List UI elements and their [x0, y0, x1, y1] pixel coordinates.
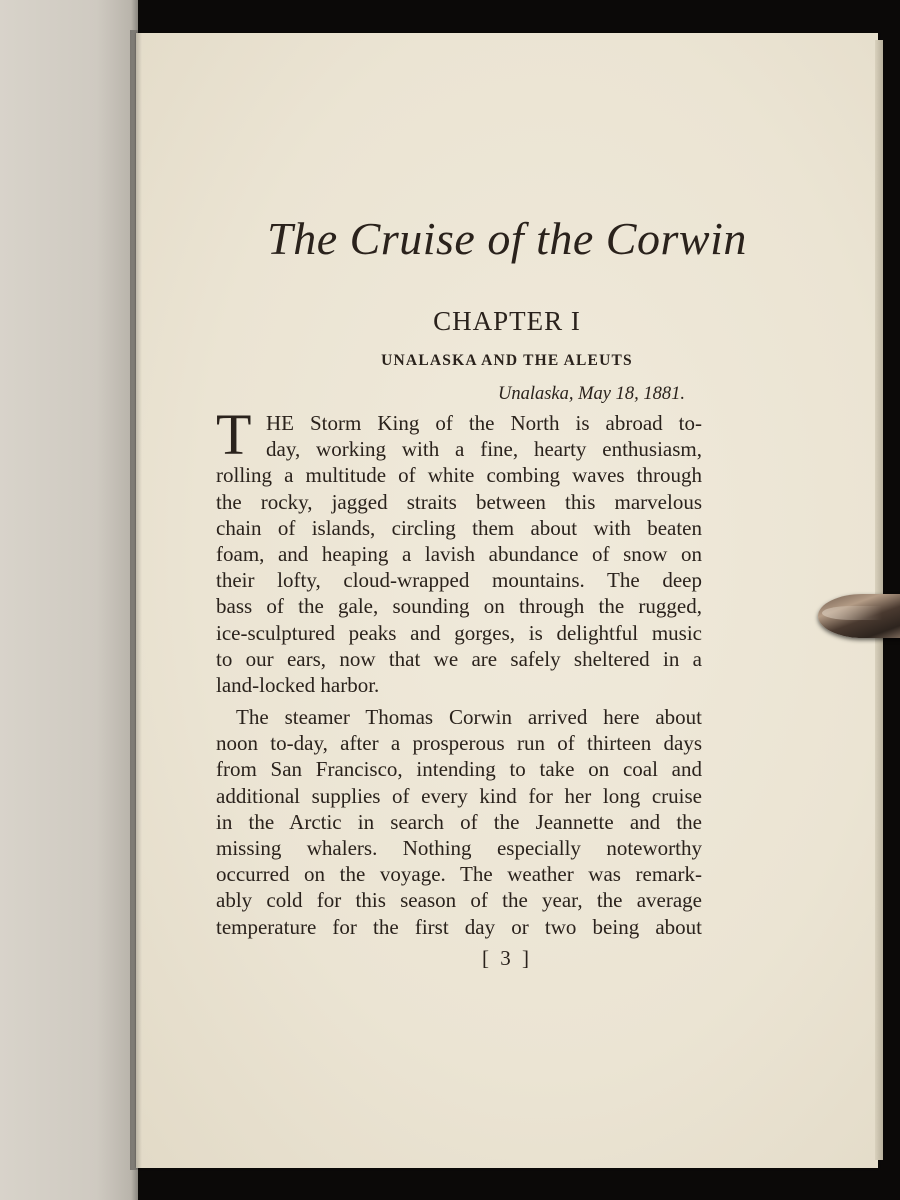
bookmark-highlight: [822, 606, 882, 620]
chapter-heading: CHAPTER I: [433, 306, 581, 336]
text-line: the rocky, jagged straits between this marvelous: [216, 489, 702, 514]
text-line: missing whalers. Nothing especially noteworthy: [216, 835, 702, 860]
text-line: in the Arctic in search of the Jeannette and the: [216, 809, 702, 834]
dateline: Unalaska, May 18, 1881.: [497, 384, 685, 404]
text-line: day, working with a fine, hearty enthusiasm,: [266, 437, 702, 462]
drop-cap: T: [216, 402, 252, 467]
chapter-subtitle: UNALASKA AND THE ALEUTS: [381, 352, 633, 369]
facing-page: [0, 0, 138, 1200]
text-line: HE Storm King of the North is abroad to-: [266, 411, 702, 435]
text-line: The steamer Thomas Corwin arrived here about: [236, 705, 702, 729]
gutter-shadow: [130, 30, 142, 1170]
text-line: their lofty, cloud-wrapped mountains. The deep: [216, 568, 702, 593]
text-line: bass of the gale, sounding on through the rugged,: [216, 594, 702, 619]
text-line: from San Francisco, intending to take on coal and: [216, 757, 702, 782]
text-line: additional supplies of every kind for her long cruise: [216, 783, 702, 808]
book-title: The Cruise of the Corwin: [267, 213, 747, 264]
text-line: occurred on the voyage. The weather was remark-: [216, 862, 702, 887]
text-line: ice-sculptured peaks and gorges, is delightful music: [216, 620, 702, 645]
text-line: temperature for the first day or two being about: [216, 914, 702, 939]
text-line: ably cold for this season of the year, the average: [216, 888, 702, 913]
paragraph-1: [216, 402, 702, 698]
page-number: [ 3 ]: [482, 946, 532, 970]
text-line: land-locked harbor.: [216, 672, 380, 697]
text-line: rolling a multitude of white combing waves through: [216, 463, 702, 488]
text-line: noon to-day, after a prosperous run of thirteen days: [216, 731, 702, 756]
text-line: chain of islands, circling them about with beaten: [216, 515, 702, 540]
text-line: foam, and heaping a lavish abundance of snow on: [216, 541, 702, 566]
paragraph-2: [216, 704, 702, 940]
text-line: to our ears, now that we are safely sheltered in a: [216, 646, 702, 671]
